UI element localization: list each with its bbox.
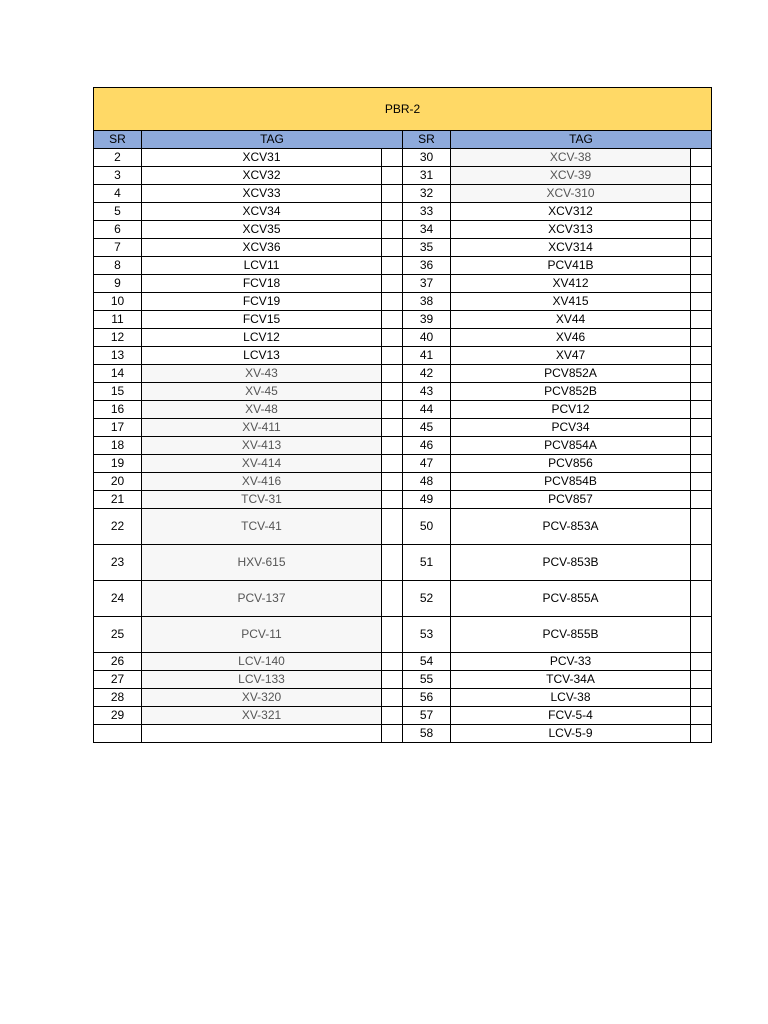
left-tag-cell: XV-48 xyxy=(142,401,382,419)
left-sr-cell: 29 xyxy=(94,707,142,725)
right-extra-cell xyxy=(691,203,712,221)
left-tag-cell: TCV-41 xyxy=(142,509,382,545)
left-sr-cell: 8 xyxy=(94,257,142,275)
left-tag-cell: HXV-615 xyxy=(142,545,382,581)
right-extra-cell xyxy=(691,653,712,671)
right-sr-cell: 58 xyxy=(403,725,451,743)
right-sr-cell: 38 xyxy=(403,293,451,311)
left-extra-cell xyxy=(382,725,403,743)
left-tag-cell: LCV-140 xyxy=(142,653,382,671)
right-extra-cell xyxy=(691,617,712,653)
table-row xyxy=(94,725,712,743)
table-row xyxy=(94,203,712,221)
left-tag-cell: FCV15 xyxy=(142,311,382,329)
right-extra-cell xyxy=(691,401,712,419)
right-extra-cell xyxy=(691,275,712,293)
right-sr-cell: 39 xyxy=(403,311,451,329)
right-tag-cell: XV44 xyxy=(451,311,691,329)
right-sr-cell: 57 xyxy=(403,707,451,725)
left-sr-cell: 21 xyxy=(94,491,142,509)
right-tag-cell: PCV-855A xyxy=(451,581,691,617)
table-row xyxy=(94,509,712,545)
right-tag-cell: PCV852A xyxy=(451,365,691,383)
tag-list-table xyxy=(93,87,712,743)
right-sr-cell: 54 xyxy=(403,653,451,671)
left-sr-cell: 16 xyxy=(94,401,142,419)
left-extra-cell xyxy=(382,239,403,257)
table-row xyxy=(94,311,712,329)
table-row xyxy=(94,653,712,671)
right-sr-cell: 42 xyxy=(403,365,451,383)
left-sr-cell: 20 xyxy=(94,473,142,491)
right-sr-cell: 37 xyxy=(403,275,451,293)
left-sr-cell: 25 xyxy=(94,617,142,653)
left-extra-cell xyxy=(382,185,403,203)
right-sr-cell: 48 xyxy=(403,473,451,491)
left-extra-cell xyxy=(382,473,403,491)
table-row xyxy=(94,707,712,725)
left-tag-cell: XCV33 xyxy=(142,185,382,203)
right-sr-cell: 53 xyxy=(403,617,451,653)
right-tag-cell: LCV-5-9 xyxy=(451,725,691,743)
header-tag-left: TAG xyxy=(142,131,403,149)
left-extra-cell xyxy=(382,203,403,221)
right-sr-cell: 55 xyxy=(403,671,451,689)
table-row xyxy=(94,185,712,203)
left-extra-cell xyxy=(382,509,403,545)
table-row xyxy=(94,473,712,491)
table-row xyxy=(94,275,712,293)
left-sr-cell: 27 xyxy=(94,671,142,689)
left-extra-cell xyxy=(382,419,403,437)
left-sr-cell: 23 xyxy=(94,545,142,581)
left-sr-cell: 24 xyxy=(94,581,142,617)
right-extra-cell xyxy=(691,185,712,203)
table-row xyxy=(94,257,712,275)
right-tag-cell: XCV-38 xyxy=(451,149,691,167)
right-extra-cell xyxy=(691,329,712,347)
left-extra-cell xyxy=(382,707,403,725)
left-sr-cell: 9 xyxy=(94,275,142,293)
right-tag-cell: XCV313 xyxy=(451,221,691,239)
table-row xyxy=(94,617,712,653)
right-sr-cell: 36 xyxy=(403,257,451,275)
sheet-title: PBR-2 xyxy=(94,88,712,131)
table-row xyxy=(94,239,712,257)
right-extra-cell xyxy=(691,509,712,545)
left-extra-cell xyxy=(382,149,403,167)
right-extra-cell xyxy=(691,671,712,689)
left-tag-cell: XV-411 xyxy=(142,419,382,437)
left-tag-cell: XCV32 xyxy=(142,167,382,185)
right-tag-cell: PCV854A xyxy=(451,437,691,455)
left-sr-cell: 18 xyxy=(94,437,142,455)
header-sr-right: SR xyxy=(403,131,451,149)
header-row xyxy=(94,131,712,149)
left-tag-cell: FCV19 xyxy=(142,293,382,311)
right-extra-cell xyxy=(691,689,712,707)
right-sr-cell: 46 xyxy=(403,437,451,455)
right-extra-cell xyxy=(691,365,712,383)
table-row xyxy=(94,347,712,365)
right-extra-cell xyxy=(691,581,712,617)
right-extra-cell xyxy=(691,239,712,257)
left-sr-cell: 14 xyxy=(94,365,142,383)
right-sr-cell: 30 xyxy=(403,149,451,167)
left-extra-cell xyxy=(382,401,403,419)
right-tag-cell: PCV41B xyxy=(451,257,691,275)
right-extra-cell xyxy=(691,725,712,743)
header-sr-left: SR xyxy=(94,131,142,149)
right-extra-cell xyxy=(691,257,712,275)
left-extra-cell xyxy=(382,329,403,347)
left-tag-cell: XV-321 xyxy=(142,707,382,725)
left-sr-cell: 15 xyxy=(94,383,142,401)
right-sr-cell: 32 xyxy=(403,185,451,203)
right-extra-cell xyxy=(691,707,712,725)
left-sr-cell: 26 xyxy=(94,653,142,671)
left-sr-cell: 6 xyxy=(94,221,142,239)
left-extra-cell xyxy=(382,617,403,653)
right-extra-cell xyxy=(691,293,712,311)
right-extra-cell xyxy=(691,491,712,509)
table-row xyxy=(94,221,712,239)
left-sr-cell: 28 xyxy=(94,689,142,707)
right-extra-cell xyxy=(691,473,712,491)
right-tag-cell: PCV-855B xyxy=(451,617,691,653)
table-row xyxy=(94,419,712,437)
right-extra-cell xyxy=(691,545,712,581)
right-extra-cell xyxy=(691,437,712,455)
left-extra-cell xyxy=(382,221,403,239)
left-tag-cell: LCV12 xyxy=(142,329,382,347)
right-tag-cell: LCV-38 xyxy=(451,689,691,707)
left-tag-cell: XV-320 xyxy=(142,689,382,707)
left-extra-cell xyxy=(382,545,403,581)
left-sr-cell: 3 xyxy=(94,167,142,185)
left-tag-cell: LCV13 xyxy=(142,347,382,365)
right-extra-cell xyxy=(691,383,712,401)
left-tag-cell: XV-413 xyxy=(142,437,382,455)
left-extra-cell xyxy=(382,653,403,671)
left-tag-cell: TCV-31 xyxy=(142,491,382,509)
table-row xyxy=(94,167,712,185)
table-row xyxy=(94,689,712,707)
right-extra-cell xyxy=(691,455,712,473)
right-tag-cell: PCV34 xyxy=(451,419,691,437)
left-extra-cell xyxy=(382,347,403,365)
left-sr-cell: 19 xyxy=(94,455,142,473)
left-sr-cell: 13 xyxy=(94,347,142,365)
right-sr-cell: 41 xyxy=(403,347,451,365)
table-row xyxy=(94,671,712,689)
table-row xyxy=(94,401,712,419)
left-tag-cell: XCV35 xyxy=(142,221,382,239)
left-sr-cell: 4 xyxy=(94,185,142,203)
left-extra-cell xyxy=(382,257,403,275)
left-extra-cell xyxy=(382,671,403,689)
left-tag-cell: LCV11 xyxy=(142,257,382,275)
right-tag-cell: PCV852B xyxy=(451,383,691,401)
table-row xyxy=(94,491,712,509)
left-tag-cell xyxy=(142,725,382,743)
left-sr-cell: 17 xyxy=(94,419,142,437)
right-sr-cell: 45 xyxy=(403,419,451,437)
left-sr-cell: 10 xyxy=(94,293,142,311)
right-tag-cell: XV412 xyxy=(451,275,691,293)
left-sr-cell: 12 xyxy=(94,329,142,347)
left-tag-cell: FCV18 xyxy=(142,275,382,293)
right-tag-cell: PCV854B xyxy=(451,473,691,491)
left-extra-cell xyxy=(382,311,403,329)
right-sr-cell: 50 xyxy=(403,509,451,545)
right-extra-cell xyxy=(691,419,712,437)
right-extra-cell xyxy=(691,347,712,365)
right-tag-cell: PCV-853A xyxy=(451,509,691,545)
table-row xyxy=(94,365,712,383)
left-sr-cell: 22 xyxy=(94,509,142,545)
right-sr-cell: 40 xyxy=(403,329,451,347)
left-extra-cell xyxy=(382,491,403,509)
right-tag-cell: XCV-310 xyxy=(451,185,691,203)
left-extra-cell xyxy=(382,275,403,293)
right-extra-cell xyxy=(691,221,712,239)
table-row xyxy=(94,149,712,167)
left-sr-cell: 5 xyxy=(94,203,142,221)
table-row xyxy=(94,293,712,311)
right-tag-cell: PCV12 xyxy=(451,401,691,419)
right-sr-cell: 33 xyxy=(403,203,451,221)
left-extra-cell xyxy=(382,437,403,455)
left-tag-cell: XV-43 xyxy=(142,365,382,383)
left-extra-cell xyxy=(382,455,403,473)
table-row xyxy=(94,545,712,581)
right-sr-cell: 31 xyxy=(403,167,451,185)
right-sr-cell: 35 xyxy=(403,239,451,257)
right-extra-cell xyxy=(691,149,712,167)
table-row xyxy=(94,383,712,401)
right-sr-cell: 34 xyxy=(403,221,451,239)
left-tag-cell: XV-414 xyxy=(142,455,382,473)
right-sr-cell: 52 xyxy=(403,581,451,617)
right-tag-cell: PCV857 xyxy=(451,491,691,509)
left-tag-cell: XV-45 xyxy=(142,383,382,401)
right-tag-cell: XV415 xyxy=(451,293,691,311)
table-row xyxy=(94,437,712,455)
right-sr-cell: 49 xyxy=(403,491,451,509)
right-tag-cell: XCV314 xyxy=(451,239,691,257)
right-tag-cell: PCV-853B xyxy=(451,545,691,581)
left-tag-cell: PCV-11 xyxy=(142,617,382,653)
left-tag-cell: XCV36 xyxy=(142,239,382,257)
left-extra-cell xyxy=(382,581,403,617)
right-tag-cell: PCV856 xyxy=(451,455,691,473)
left-extra-cell xyxy=(382,689,403,707)
left-sr-cell: 11 xyxy=(94,311,142,329)
left-extra-cell xyxy=(382,293,403,311)
right-sr-cell: 43 xyxy=(403,383,451,401)
left-tag-cell: LCV-133 xyxy=(142,671,382,689)
left-extra-cell xyxy=(382,365,403,383)
right-sr-cell: 44 xyxy=(403,401,451,419)
left-sr-cell: 2 xyxy=(94,149,142,167)
right-tag-cell: XCV-39 xyxy=(451,167,691,185)
left-tag-cell: PCV-137 xyxy=(142,581,382,617)
header-tag-right: TAG xyxy=(451,131,712,149)
left-tag-cell: XCV34 xyxy=(142,203,382,221)
right-tag-cell: PCV-33 xyxy=(451,653,691,671)
left-extra-cell xyxy=(382,167,403,185)
left-sr-cell: 7 xyxy=(94,239,142,257)
right-tag-cell: XCV312 xyxy=(451,203,691,221)
left-sr-cell xyxy=(94,725,142,743)
right-tag-cell: XV46 xyxy=(451,329,691,347)
table-row xyxy=(94,581,712,617)
right-extra-cell xyxy=(691,311,712,329)
right-sr-cell: 47 xyxy=(403,455,451,473)
right-sr-cell: 56 xyxy=(403,689,451,707)
left-extra-cell xyxy=(382,383,403,401)
left-tag-cell: XV-416 xyxy=(142,473,382,491)
right-sr-cell: 51 xyxy=(403,545,451,581)
right-tag-cell: XV47 xyxy=(451,347,691,365)
left-tag-cell: XCV31 xyxy=(142,149,382,167)
table-body xyxy=(94,149,712,743)
right-tag-cell: FCV-5-4 xyxy=(451,707,691,725)
right-tag-cell: TCV-34A xyxy=(451,671,691,689)
table-row xyxy=(94,329,712,347)
table-row xyxy=(94,455,712,473)
right-extra-cell xyxy=(691,167,712,185)
